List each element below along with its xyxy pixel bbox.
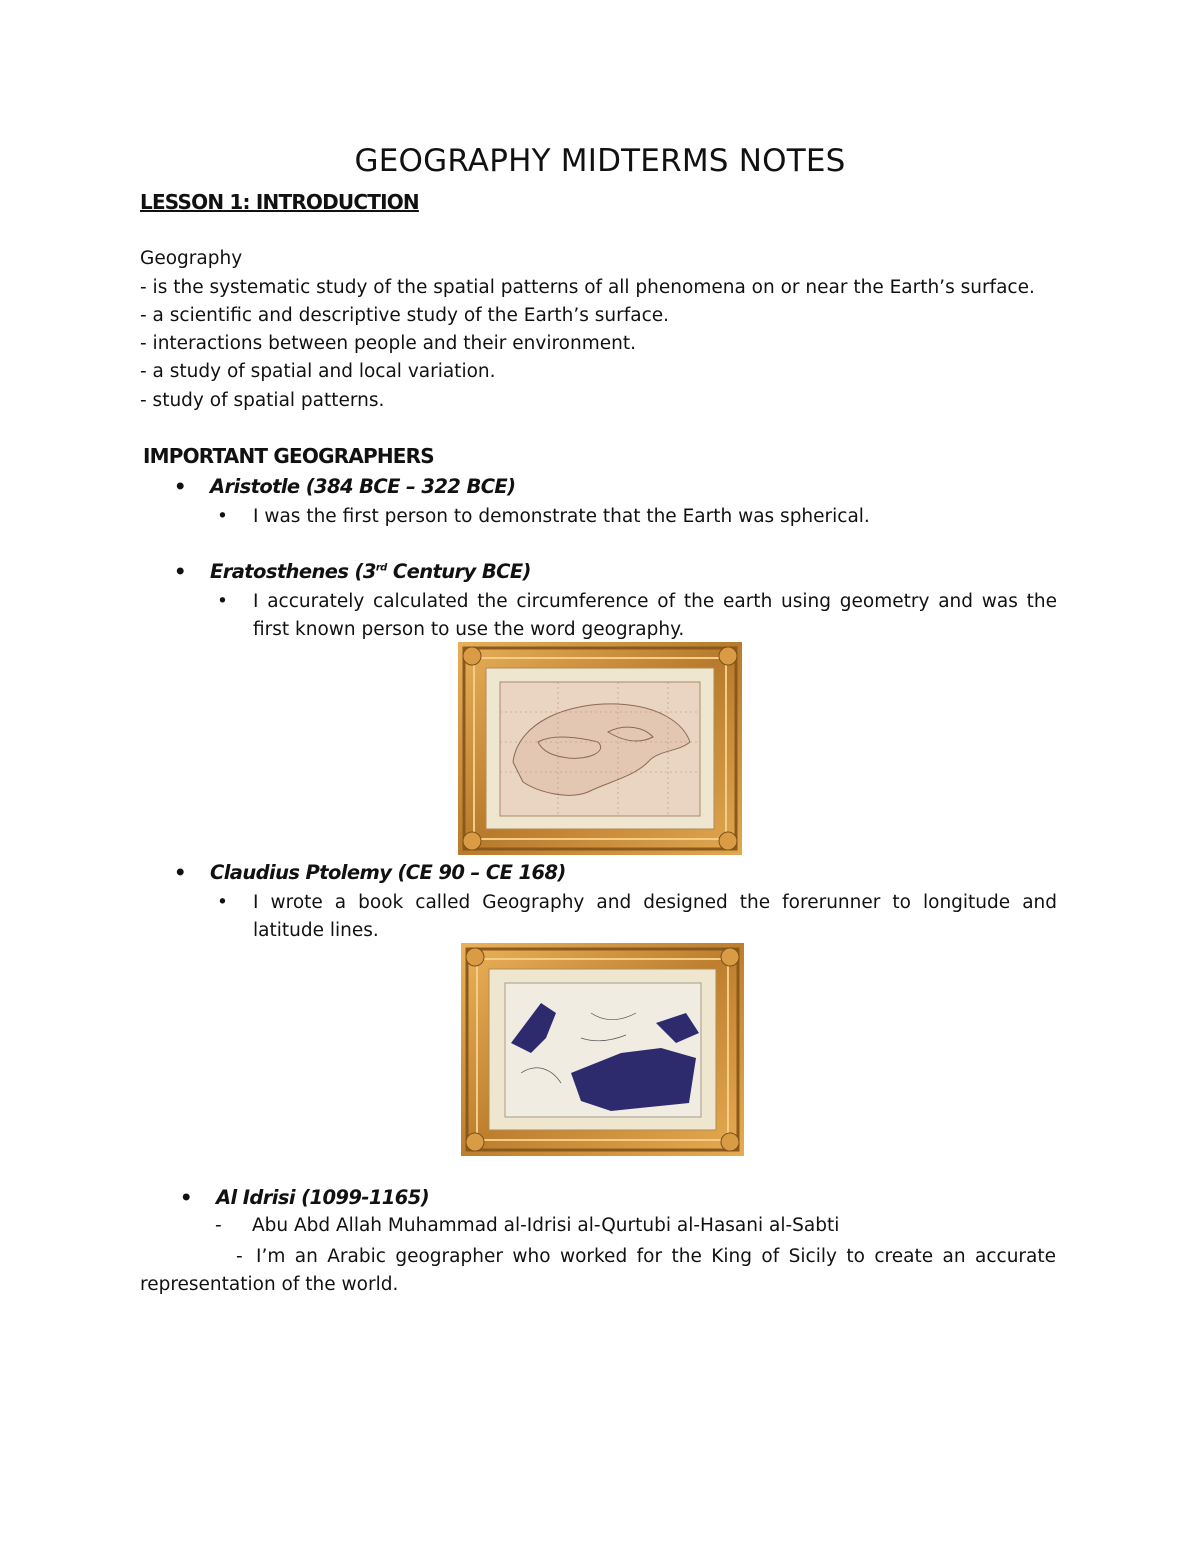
eratosthenes-map-image xyxy=(458,642,742,855)
geographer-name: Claudius Ptolemy (CE 90 – CE 168) xyxy=(210,861,566,884)
definition-line: - study of spatial patterns. xyxy=(140,390,385,411)
detail-text: I’m an Arabic geographer who worked for the King of Sicily to create an accurate representation of the world. xyxy=(140,1246,1056,1295)
bullet-icon: • xyxy=(217,506,228,527)
bullet-icon: • xyxy=(217,591,228,612)
ptolemy-map-image xyxy=(461,943,744,1156)
bullet-icon: • xyxy=(217,892,228,913)
geographer-detail xyxy=(217,503,1057,531)
definition-line: - interactions between people and their environment. xyxy=(140,333,636,354)
definition-line: - is the systematic study of the spatial patterns of all phenomena on or near the Earth’s surface. xyxy=(140,277,1035,298)
bullet-icon: • xyxy=(180,1186,192,1209)
bullet-icon: • xyxy=(174,475,186,498)
dash-marker: - xyxy=(236,1246,243,1267)
section-heading: IMPORTANT GEOGRAPHERS xyxy=(143,444,434,468)
geographer-name: Aristotle (384 BCE – 322 BCE) xyxy=(210,475,516,498)
detail-text: Abu Abd Allah Muhammad al-Idrisi al-Qurtubi al-Hasani al-Sabti xyxy=(252,1215,840,1236)
geographer-name-pre: Eratosthenes (3 xyxy=(210,560,376,583)
idrisi-description xyxy=(140,1243,1056,1299)
ordinal-suffix: rd xyxy=(375,562,387,574)
page-title: GEOGRAPHY MIDTERMS NOTES xyxy=(354,143,846,179)
definition-line: - a scientific and descriptive study of the Earth’s surface. xyxy=(140,305,670,326)
geographer-detail xyxy=(217,889,1057,945)
bullet-icon: • xyxy=(174,861,186,884)
geographer-eratosthenes xyxy=(174,560,531,583)
geographer-al-idrisi xyxy=(180,1186,429,1209)
bullet-icon: • xyxy=(174,560,186,583)
dash-marker: - xyxy=(215,1215,222,1236)
idrisi-fullname-line xyxy=(215,1215,839,1236)
detail-text: I accurately calculated the circumference of the earth using geometry and was the first known person to use the word geography. xyxy=(253,591,1057,640)
geographer-aristotle xyxy=(174,475,515,498)
geography-label: Geography xyxy=(140,248,243,269)
detail-text: I was the first person to demonstrate that the Earth was spherical. xyxy=(253,506,870,527)
geographer-detail xyxy=(217,588,1057,644)
geographer-name: Al Idrisi (1099-1165) xyxy=(216,1186,430,1209)
detail-text: I wrote a book called Geography and designed the forerunner to longitude and latitude lines. xyxy=(253,892,1057,941)
geographer-ptolemy xyxy=(174,861,566,884)
lesson-heading: LESSON 1: INTRODUCTION xyxy=(140,190,419,214)
definition-line: - a study of spatial and local variation. xyxy=(140,361,496,382)
geographer-name-post: Century BCE) xyxy=(386,560,531,583)
